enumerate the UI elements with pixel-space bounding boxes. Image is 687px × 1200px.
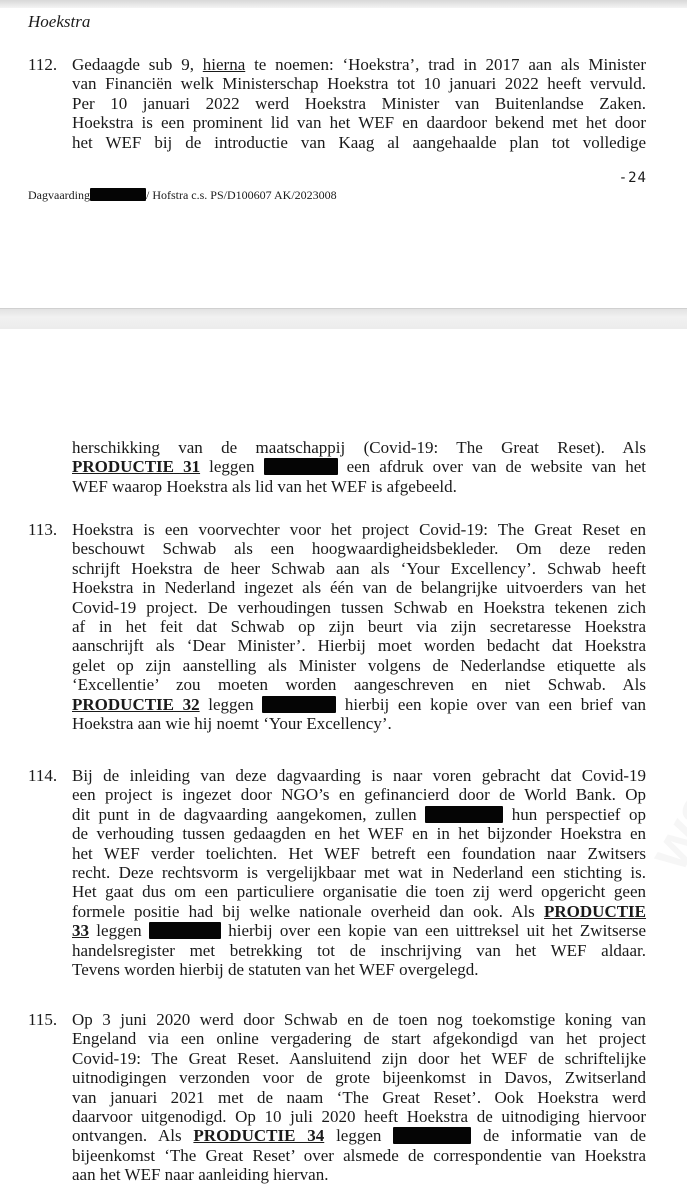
paragraph-112	[28, 55, 647, 152]
page-break	[0, 308, 687, 329]
redaction-box	[90, 188, 146, 201]
paragraph-number: 115.	[28, 1010, 58, 1029]
text-line: PRODUCTIE 32 leggen hierbij een kopie over van een brief van	[72, 694, 647, 714]
productie-33-number: 33	[72, 921, 89, 941]
text-line: recht. Deze rechtsvorm is vergelijkbaar met wat in Nederland een stichting is.	[72, 863, 646, 883]
paragraph-number: 112.	[28, 55, 58, 74]
text-line: een project is ingezet door NGO’s en gefinancierd door de World Bank. Op	[72, 785, 646, 805]
productie-34-label: PRODUCTIE 34	[193, 1126, 325, 1146]
text-line: het WEF verder toelichten. Het WEF betreft een foundation naar Zwitsers	[72, 843, 646, 863]
text-line: bijeenkomst ‘The Great Reset’ over alsmede de correspondentie van Hoekstra	[72, 1145, 646, 1165]
text-line: handelsregister met betrekking tot de inschrijving van het WEF aldaar.	[72, 940, 646, 960]
text-line: Hoekstra is een voorvechter voor het project Covid-19: The Great Reset en	[72, 520, 646, 539]
text-line: Covid-19 project. De verhoudingen tussen Schwab en Hoekstra tekenen zich	[72, 597, 646, 617]
footer-label: Dagvaarding	[28, 188, 90, 202]
paragraph-number: 113.	[28, 520, 58, 539]
footer-reference: / Hofstra c.s. PS/D100607 AK/2023008	[145, 188, 337, 202]
text-line: Tevens worden hierbij de statuten van het WEF overgelegd.	[72, 960, 479, 980]
text-line: Per 10 januari 2022 werd Hoekstra Minister van Buitenlandse Zaken.	[72, 93, 646, 113]
paragraph-113	[28, 520, 647, 734]
text-line: Hoekstra is een prominent lid van het WEF en daardoor bekend met het door	[72, 113, 646, 133]
redaction-box	[262, 696, 336, 713]
text-line: Gedaagde sub 9, hierna te noemen: ‘Hoekstra’, trad in 2017 aan als Minister	[72, 55, 647, 74]
page-number: -24	[618, 170, 647, 186]
text-line: de verhouding tussen gedaagden en het WEF en in het bijzonder Hoekstra en	[72, 824, 646, 844]
text-line: PRODUCTIE 31 leggen een afdruk over van de website van het	[72, 457, 647, 477]
text-line: beschouwt Schwab als een hoogwaardigheidsbekleder. Om deze reden	[72, 539, 646, 559]
text-line: herschikking van de maatschappij (Covid-19: The Great Reset). Als	[72, 438, 646, 457]
text-line: gelet op zijn aanstelling als Minister volgens de Nederlandse etiquette als	[72, 655, 646, 675]
redaction-box	[425, 806, 503, 823]
redaction-box	[264, 458, 338, 475]
text-line: schrijft Hoekstra de heer Schwab aan als ‘Your Excellency’. Schwab heeft	[72, 558, 646, 578]
text-line: Het gaat dus om een particuliere organisatie die toen zij werd opgericht geen	[72, 882, 646, 902]
text-line: Bij de inleiding van deze dagvaarding is naar voren gebracht dat Covid-19	[72, 766, 646, 785]
text-line: aanschrijft als ‘Dear Minister’. Hierbij moet worden bedacht dat Hoekstra	[72, 636, 646, 656]
paragraph-112-continued	[72, 438, 646, 496]
text-line: WEF waarop Hoekstra als lid van het WEF is afgebeeld.	[72, 476, 457, 496]
top-edge	[0, 0, 687, 8]
text-line: Hoekstra in Nederland ingezet als één van de belangrijke uitvoerders van het	[72, 578, 646, 598]
text-line: ‘Excellentie’ zou moeten worden aangeschreven en niet Schwab. Als	[72, 675, 646, 695]
redaction-box	[393, 1127, 471, 1144]
paragraph-114	[28, 766, 647, 980]
page-footer	[28, 188, 337, 203]
text-line: formele positie had bij welke nationale overheid dan ook. Als PRODUCTIE	[72, 901, 647, 921]
productie-32-label: PRODUCTIE 32	[72, 694, 200, 714]
text-line: aan het WEF naar aanleiding hiervan.	[72, 1165, 329, 1185]
productie-33-label: PRODUCTIE	[544, 901, 647, 921]
text-line: dit punt in de dagvaarding aangekomen, zullen hun perspectief op	[72, 804, 647, 824]
text-line: ontvangen. Als PRODUCTIE 34 leggen de informatie van de	[72, 1126, 646, 1146]
paragraph-115	[28, 1010, 646, 1185]
text-line: daarvoor uitgenodigd. Op 10 juli 2020 heeft Hoekstra de uitnodiging hiervoor	[72, 1107, 646, 1127]
text-line: Covid-19: The Great Reset. Aansluitend zijn door het WEF de schriftelijke	[72, 1048, 646, 1068]
text-line: van januari 2021 met de naam ‘The Great Reset’. Ook Hoekstra werd	[72, 1087, 646, 1107]
text-line: uitnodigingen verzonden voor de grote bijeenkomst in Davos, Zwitserland	[72, 1068, 646, 1088]
underlined-word: hierna	[202, 55, 246, 74]
text-line: Hoekstra aan wie hij noemt ‘Your Excellency’.	[72, 714, 392, 734]
text-line: Op 3 juni 2020 werd door Schwab en de toen nog toekomstige koning van	[72, 1010, 646, 1029]
paragraph-number: 114.	[28, 766, 58, 785]
text-line: van Financiën welk Ministerschap Hoekstra tot 10 januari 2022 heeft vervuld.	[72, 74, 646, 94]
text-line: het WEF bij de introductie van Kaag al aangehaalde plan tot volledige	[72, 132, 646, 152]
text-line: af in het feit dat Schwab op zijn beurt via zijn secretaresse Hoekstra	[72, 617, 646, 637]
productie-31-label: PRODUCTIE 31	[72, 457, 201, 477]
redaction-box	[149, 922, 221, 939]
running-head: Hoekstra	[28, 12, 91, 31]
text-line: Engeland via een online vergadering de start afgekondigd van het project	[72, 1029, 646, 1049]
text-line: 33 leggen hierbij over een kopie van een uittreksel uit het Zwitserse	[72, 921, 646, 941]
